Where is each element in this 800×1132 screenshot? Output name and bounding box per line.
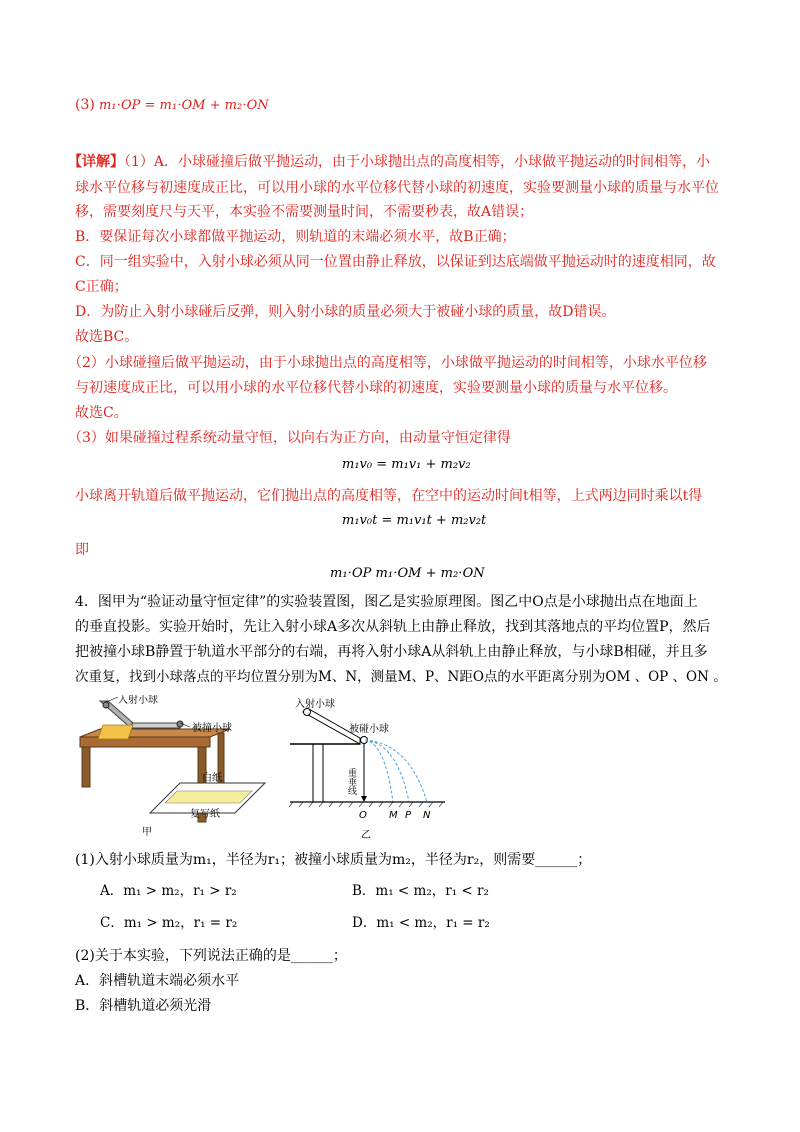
detail-d-line: D．为防止入射小球碰后反弹，则入射小球的质量必须大于被碰小球的质量，故D错误。 [75, 304, 616, 320]
sub2-stem: (2)关于本实验，下列说法正确的是______； [75, 948, 347, 964]
detail-b-line: B．要保证每次小球都做平抛运动，则轨道的末端必须水平，故B正确； [75, 229, 516, 245]
carbon-strip-shape [165, 791, 252, 803]
equation-3: m₁⋅OP m₁⋅OM + m₂⋅ON [330, 566, 485, 581]
label-line-ruse [106, 697, 118, 702]
trajectory-M [365, 740, 393, 802]
label-fuxiezhi: 复写纸 [190, 809, 220, 820]
ground-hatch [289, 802, 443, 807]
track-shape [132, 723, 180, 728]
trajectory-N [365, 740, 427, 802]
sub1-stem: (1)入射小球质量为m₁，半径为r₁；被撞小球质量为m₂，半径为r₂，则需要______； [75, 852, 592, 868]
detail-p2-l1: （2）小球碰撞后做平抛运动，由于小球抛出点的高度相等，小球做平抛运动的时间相等，小球水平位移 [68, 355, 707, 371]
label-O: O [359, 810, 367, 821]
label-M: M [389, 810, 398, 821]
section3-equation: m₁⋅OP = m₁⋅OM + m₂⋅ON [98, 98, 269, 113]
detail-tag: 【详解】 [68, 154, 124, 170]
label-beipeng: 被碰小球 [349, 724, 389, 735]
q4-line-1: 4．图甲为“验证动量守恒定律”的实验装置图，图乙是实验原理图。图乙中O点是小球抛出点在地面上 [75, 594, 698, 610]
sub1-option-b[interactable]: B．m₁ < m₂，r₁ < r₂ [352, 883, 489, 899]
equation-2: m₁v₀t = m₁v₁t + m₂v₂t [342, 513, 487, 528]
label-chongchuixian: 重垂线 [346, 768, 356, 795]
detail-ji: 即 [75, 542, 89, 558]
figure-jia [70, 695, 270, 845]
detail-p3-l1: （3）如果碰撞过程系统动量守恒，以向右为正方向，由动量守恒定律得 [68, 430, 511, 446]
equation-1: m₁v₀ = m₁v₁ + m₂v₂ [342, 457, 471, 472]
table-leg-yi [313, 744, 323, 802]
label-ruse-yi: 入射小球 [295, 699, 335, 710]
q4-line-3: 把被撞小球B静置于轨道水平部分的右端，再将入射小球A从斜轨上由静止释放，与小球B相碰，并且多 [75, 644, 708, 660]
label-N: N [423, 810, 431, 821]
label-P: P [405, 810, 412, 821]
label-ruse-jia: 入射小球 [118, 695, 158, 706]
label-beizhuang: 被撞小球 [192, 723, 232, 734]
incident-ball-shape [103, 702, 109, 708]
detail-p1-l3: 移，需要刻度尺与天平，本实验不需要测量时间，不需要秒表，故A错误； [75, 204, 534, 220]
table-leg-left-shape [82, 747, 90, 787]
detail-line-1 [68, 152, 710, 172]
q4-line-2: 的垂直投影。实验开始时，先让入射小球A多次从斜轨上由静止释放，找到其落地点的平均位置P，然后 [75, 619, 711, 635]
detail-choose-1: 故选BC。 [75, 329, 139, 345]
section3-prefix: (3) [75, 97, 95, 113]
sub1-option-c[interactable]: C．m₁ > m₂，r₁ = r₂ [100, 915, 238, 931]
detail-p1-l2: 球水平位移与初速度成正比，可以用小球的水平位移代替小球的初速度，实验要测量小球的质量与水平位 [75, 180, 719, 196]
label-baizhi: 白纸 [202, 773, 222, 784]
detail-p1-l1: （1）A．小球碰撞后做平抛运动，由于小球抛出点的高度相等，小球做平抛运动的时间相等，小 [124, 154, 711, 170]
yellow-plate-shape [98, 725, 133, 739]
caption-jia: 甲 [142, 827, 152, 838]
detail-c-l2: C正确； [75, 279, 128, 295]
sub2-option-b[interactable]: B．斜槽轨道必须光滑 [75, 998, 212, 1014]
plumb-arrow [361, 796, 367, 802]
section3-answer [75, 96, 269, 115]
sub2-option-a[interactable]: A．斜槽轨道末端必须水平 [75, 973, 240, 989]
caption-yi: 乙 [361, 830, 371, 841]
figure-yi [285, 698, 455, 843]
q4-line-4: 次重复，找到小球落点的平均位置分别为M、N，测量M、P、N距O点的水平距离分别为OM 、OP 、ON 。 [75, 669, 727, 685]
detail-c-l1: C．同一组实验中，入射小球必须从同一位置由静止释放，以保证到达底端做平抛运动时的速度相同，故 [75, 254, 716, 270]
detail-p3-l2: 小球离开轨道后做平抛运动，它们抛出点的高度相等，在空中的运动时间t相等，上式两边同时乘以t得 [75, 488, 703, 504]
detail-p2-l2: 与初速度成正比，可以用小球的水平位移代替小球的初速度，实验要测量小球的质量与水平位移。 [75, 380, 677, 396]
sub1-option-a[interactable]: A．m₁ > m₂，r₁ > r₂ [100, 883, 237, 899]
sub1-option-d[interactable]: D．m₁ < m₂，r₁ = r₂ [352, 915, 490, 931]
detail-choose-2: 故选C。 [75, 405, 128, 421]
